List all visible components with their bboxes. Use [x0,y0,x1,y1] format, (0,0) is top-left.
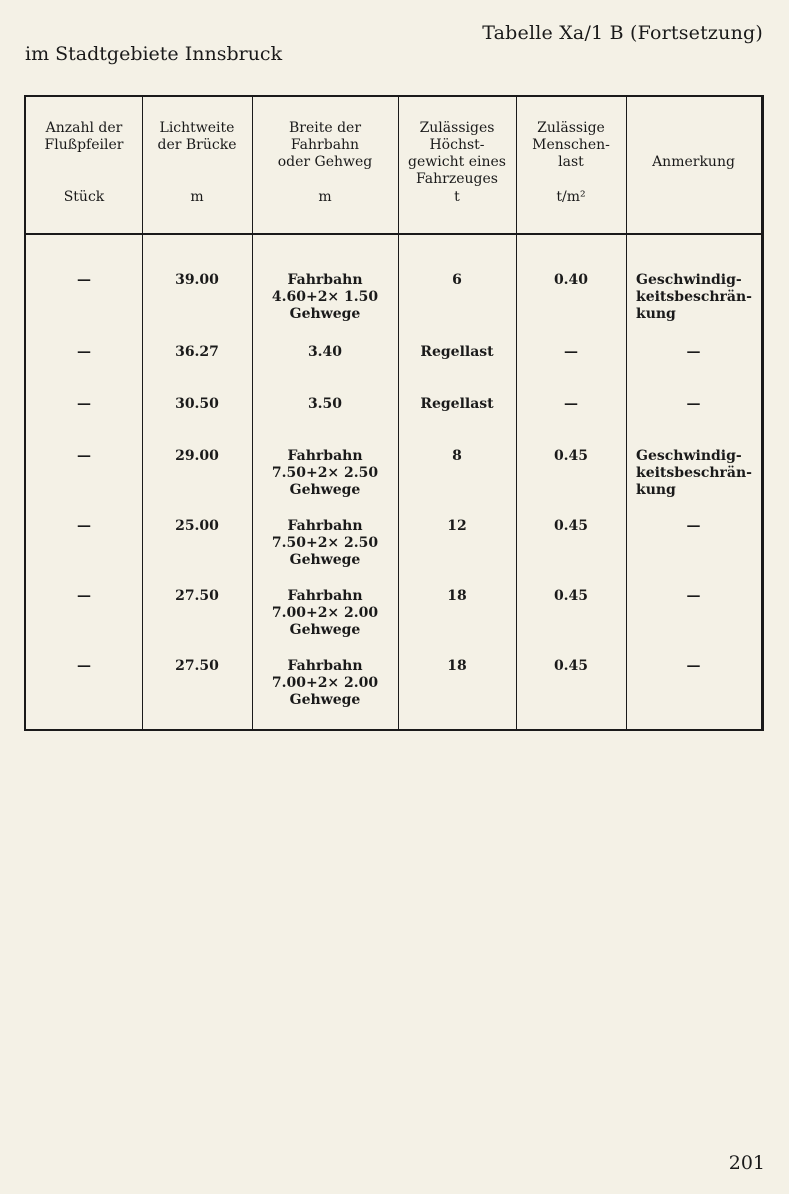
column-header-line: gewicht eines [408,154,506,170]
table-cell-breite-line: 7.00+2× 2.00 [271,675,379,691]
table-cell-lichtweite: 39.00 [175,272,219,288]
table-cell-anmerkung-line: Geschwindig- [636,272,742,288]
column-header-line: Höchst- [429,137,485,153]
table-cell-breite [252,588,398,639]
table-cell-pfeiler: — [77,344,91,360]
table-cell-breite [252,344,398,361]
table-cell-pfeiler: — [77,518,91,534]
table-cell-menschenlast: 0.45 [553,588,589,604]
column-header-line: last [558,154,584,170]
table-cell-gewicht: 18 [447,658,467,674]
table-cell-anmerkung-line: keitsbeschrän- [636,465,752,481]
table-cell-breite [252,658,398,709]
table-cell-gewicht: 12 [447,518,467,534]
table-cell-gewicht: 6 [452,272,462,288]
table-cell-breite-line: Gehwege [289,552,361,568]
table-cell-anmerkung [626,518,761,535]
column-header-line: Flußpfeiler [44,137,124,153]
column-header-line: Menschen- [532,137,610,153]
column-unit: t [454,189,460,205]
table-cell-anmerkung-line: kung [636,306,676,322]
table-cell-breite-line: 4.60+2× 1.50 [271,289,379,305]
table-cell-lichtweite: 30.50 [175,396,219,412]
table-cell-breite-line: Gehwege [289,482,361,498]
column-header [398,120,516,188]
column-header [26,120,142,154]
data-table [24,95,764,731]
table-cell-menschenlast: — [564,396,578,412]
column-header-line: Zulässige [537,120,605,136]
table-cell-breite-line: Gehwege [289,622,361,638]
column-unit: Stück [63,189,105,205]
table-cell-menschenlast: 0.45 [553,658,589,674]
column-header-line: Fahrbahn [290,137,360,153]
table-cell-gewicht: Regellast [420,344,494,360]
table-cell-anmerkung-line: keitsbeschrän- [636,289,752,305]
column-header-line: Breite der [288,120,362,136]
table-cell-anmerkung-line: — [686,658,701,674]
table-cell-lichtweite: 29.00 [175,448,219,464]
table-cell-gewicht: Regellast [420,396,494,412]
table-cell-anmerkung [626,396,761,413]
column-unit: t/m² [556,189,586,205]
table-cell-pfeiler: — [77,658,91,674]
column-header [516,120,626,171]
table-cell-breite-line: Fahrbahn [287,588,363,604]
column-header [142,120,252,154]
column-header-line: der Brücke [157,137,237,153]
table-cell-breite-line: Gehwege [289,692,361,708]
column-header-line: Anzahl der [45,120,123,136]
table-cell-breite-line: Fahrbahn [287,518,363,534]
table-cell-gewicht: 18 [447,588,467,604]
table-cell-breite [252,518,398,569]
table-cell-breite-line: 7.50+2× 2.50 [271,465,379,481]
table-cell-breite-line: 7.50+2× 2.50 [271,535,379,551]
table-cell-lichtweite: 25.00 [175,518,219,534]
table-cell-pfeiler: — [77,272,91,288]
table-cell-breite [252,448,398,499]
table-cell-anmerkung-line: — [686,396,701,412]
table-cell-breite-line: Gehwege [289,306,361,322]
table-cell-breite-line: 7.00+2× 2.00 [271,605,379,621]
column-header [252,120,398,171]
table-label: Tabelle Xa/1 B (Fortsetzung) [482,22,763,44]
table-cell-anmerkung [636,448,759,499]
table-cell-breite-line: Fahrbahn [287,272,363,288]
table-cell-anmerkung-line: kung [636,482,676,498]
header-rule [26,233,761,235]
column-header-line: Anmerkung [652,154,735,170]
table-cell-pfeiler: — [77,448,91,464]
column-header-line: oder Gehweg [277,154,373,170]
table-cell-anmerkung-line: — [686,344,701,360]
table-cell-lichtweite: 27.50 [175,588,219,604]
column-header [626,154,761,171]
table-cell-gewicht: 8 [452,448,462,464]
table-cell-pfeiler: — [77,588,91,604]
table-cell-menschenlast: 0.45 [553,518,589,534]
table-cell-breite-line: 3.50 [307,396,343,412]
column-header-line: Fahrzeuges [416,171,498,187]
table-cell-breite-line: 3.40 [307,344,343,360]
table-cell-breite [252,396,398,413]
column-unit: m [190,189,204,205]
page-number: 201 [728,1152,765,1174]
table-cell-breite-line: Fahrbahn [287,658,363,674]
table-cell-breite [252,272,398,323]
table-cell-pfeiler: — [77,396,91,412]
table-cell-anmerkung-line: — [686,518,701,534]
table-cell-breite-line: Fahrbahn [287,448,363,464]
table-cell-anmerkung-line: Geschwindig- [636,448,742,464]
table-cell-anmerkung [626,588,761,605]
column-unit: m [318,189,332,205]
table-cell-anmerkung [626,344,761,361]
column-header-line: Lichtweite [159,120,235,136]
page-subtitle: im Stadtgebiete Innsbruck [25,43,283,65]
table-cell-anmerkung [626,658,761,675]
column-divider [626,97,627,729]
table-cell-lichtweite: 27.50 [175,658,219,674]
column-header-line: Zulässiges [419,120,495,136]
table-cell-anmerkung-line: — [686,588,701,604]
table-cell-lichtweite: 36.27 [175,344,219,360]
table-cell-menschenlast: 0.40 [553,272,589,288]
table-cell-anmerkung [636,272,759,323]
table-cell-menschenlast: — [564,344,578,360]
table-cell-menschenlast: 0.45 [553,448,589,464]
